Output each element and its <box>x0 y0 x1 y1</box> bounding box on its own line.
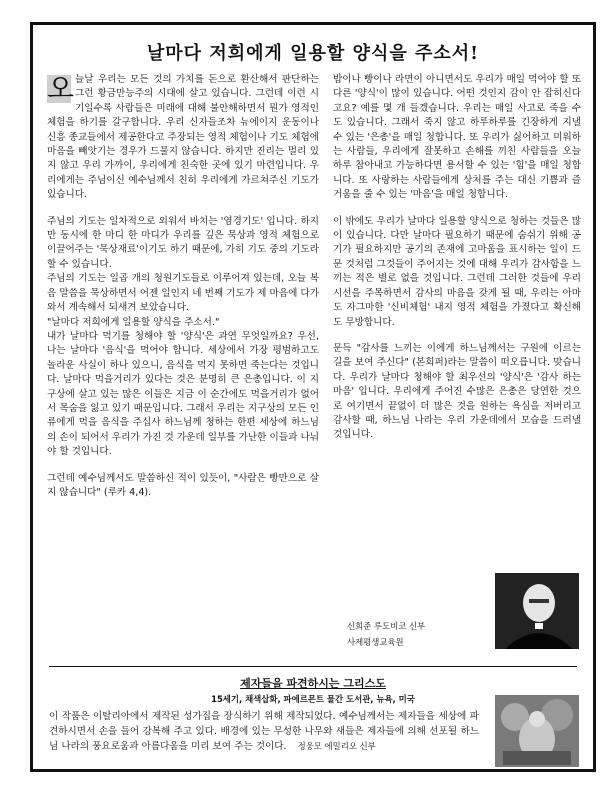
section-body <box>49 709 479 754</box>
section-divider <box>49 666 577 667</box>
dropcap: 오 <box>47 72 75 105</box>
section-text: 이 작품은 이탈리아에서 제작된 성가집을 장식하기 위해 제작되었다. 예수님께서는 제자들을 세상에 파견하시면서 손을 들어 강복해 주고 있다. 배경에 있는 무성한 나무와 새들은 제자들에 의해 선포될 하느님 나라의 풍요로움과 아름다움을 미리 보여 주는 것이다. <box>49 711 479 752</box>
paragraph: 이 밖에도 우리가 날마다 일용할 양식으로 청하는 것들은 많이 있습니다. 다만 날마다 필요하기 때문에 숨쉬기 위해 공기가 필요하지만 공기의 존재에 고마움을 표시하는 일이 드문 것처럼 그것들이 주어지는 것에 대해 우리가 감사함을 느끼는 적은 별로 없을 것입니다. 그런데 그러한 것들에 우리 시선을 주목하면서 감사의 마음을 갖게 될 때, 우리는 아마도 자그마한 '신비체험' 내지 영적 체험을 가졌다고 확신해도 무방합니다. <box>333 215 581 328</box>
artwork-image <box>495 695 579 767</box>
paragraph: 그런데 예수님께서도 말씀하신 적이 있듯이, "사람은 빵만으로 살지 않습니다" (루카 4,4). <box>47 472 319 498</box>
page-frame <box>30 22 596 772</box>
author-photo <box>495 573 579 649</box>
article-right-column <box>333 73 581 455</box>
paragraph: 밥이나 빵이나 라면이 아니면서도 우리가 매일 먹어야 할 또 다른 '양식'이 많이 있습니다. 어떤 것인지 감이 안 잡히신다고요? 예를 몇 개 들겠습니다. 우리는 매일 사고로 죽을 수도 있습니다. 그래서 죽지 않고 하루하루를 긴장하게 지낼 수 있는 '은총'을 매일 청합니다. 또 우리가 싫어하고 미워하는 사람들, 우리에게 잘못하고 손해를 끼친 사람들을 오늘 하루 참아내고 가능하다면 용서할 수 있는 '힘'을 매일 청합니다. 또 사랑하는 사람들에게 상처를 주는 대신 기쁨과 즐거움을 줄 수 있는 '마음'을 매일 청합니다. <box>333 74 581 201</box>
section-subtitle: 15세기, 채색삽화, 파에르몬트 물간 도서관, 뉴욕, 미국 <box>211 694 415 704</box>
page-title: 날마다 저희에게 일용할 양식을 주소서! <box>146 43 480 64</box>
author-signature <box>347 618 425 650</box>
article-left-column <box>47 73 319 512</box>
paragraph: 문득 "감사를 느끼는 이에게 하느님께서는 구원에 이르는 길을 보여 주신다" (본회퍼)라는 말씀이 떠오릅니다. 맞습니다. 우리가 날마다 청해야 할 최우선의 '양식'은 '감사 하는 마음' 입니다. 우리에게 주어진 수많은 은총은 당연한 것으로 여기면서 끝없이 더 많은 것을 원하는 욕심을 저버리고 감사할 때, 하느님 나라는 우리 가운데에서 모습을 드러낼 것입니다. <box>333 342 581 441</box>
illumination-artwork-icon <box>495 695 579 767</box>
paragraph: 주님의 기도는 일차적으로 외워서 바치는 '염경기도' 입니다. 하지만 동시에 한 마디 한 마디가 우리를 깊은 묵상과 영적 체험으로 이끌어주는 '묵상재료'이기도 하기 때문에, 가히 기도 중의 기도라 할 수 있습니다. 주님의 기도는 일곱 개의 청원기도들로 이루어져 있는데, 오늘 복음 말씀을 묵상하면서 어젠 일인지 네 번째 기도가 제 마음에 다가와서 계속해서 되새겨 보았습니다. "날마다 저희에게 일용할 양식을 주소서." 내가 날마다 먹기를 청해야 할 '양식'은 과연 무엇일까요? 우선, 나는 날마다 '음식'을 먹어야 합니다. 세상에서 가장 평범하고도 놀라운 사실이 하나 있으니, 음식을 먹지 못하면 죽는다는 것입니다. 날마다 먹을거리가 있다는 것은 분명히 큰 은총입니다. 이 지구상에 살고 있는 많은 이들은 지금 이 순간에도 먹을거리가 없어서 목숨을 잃고 있기 때문입니다. 그래서 우리는 지구상의 모든 인류에게 먹을 음식을 주십사 하느님께 청하는 한편 세상에 하느님의 손이 되어서 우리가 가진 것 가운데 일부를 가난한 이들과 나눠야 할 것입니다. <box>47 215 319 458</box>
section-title: 제자들을 파견하시는 그리스도 <box>240 677 386 690</box>
paragraph: 늘날 우리는 모든 것의 가치를 돈으로 환산해서 판단하는 그런 황금만능주의 시대에 살고 있습니다. 그런데 이런 시기일수록 사람들은 미래에 대해 불안해하면서 뭔가 영적인 체험을 하기를 갈구합니다. 우리 신자들조차 뉴에이지 운동이나 신흥 종교들에서 제공한다고 주장되는 영적 체험이나 기도 체험에 마음을 빼앗기는 경우가 드물지 않습니다. 하지만 진리는 멀리 있지 않고 우리 가까이, 우리에게 친숙한 곳에 있기 마련입니다. 우리에게는 주님이신 예수님께서 친히 우리에게 가르쳐주신 기도가 있습니다. <box>47 74 319 201</box>
author-org: 사제평생교육원 <box>347 637 404 647</box>
section-author: 정웅모 에밀리오 신부 <box>297 741 376 751</box>
portrait-photo-icon <box>495 573 579 649</box>
author-name: 신희준 루도비코 신부 <box>347 621 426 631</box>
